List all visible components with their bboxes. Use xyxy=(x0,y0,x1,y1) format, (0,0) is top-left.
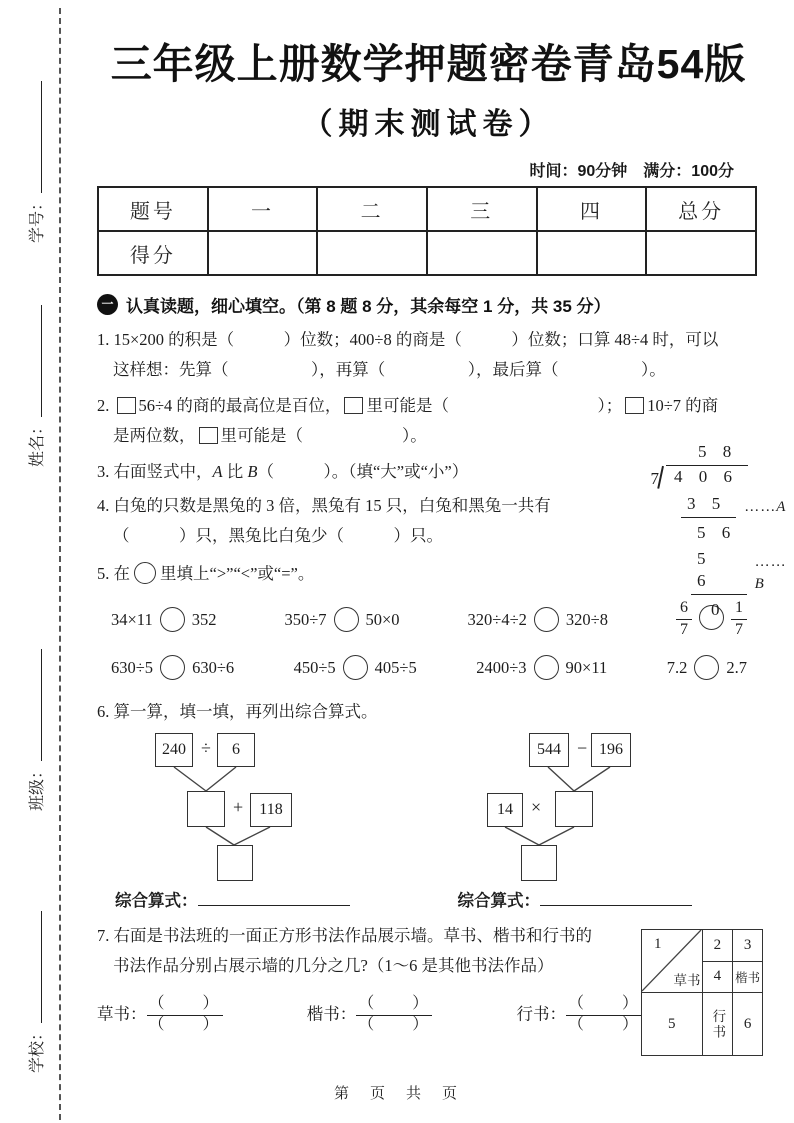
score-label-cell: 得分 xyxy=(98,231,208,275)
compare-circle-icon xyxy=(160,607,185,632)
compare-right: 405÷5 xyxy=(374,657,417,677)
page-subtitle: （期末测试卷） xyxy=(302,108,555,141)
flowchart-value-box: 118 xyxy=(250,793,292,827)
compare-item xyxy=(111,655,234,680)
section-number-badge: 一 xyxy=(97,294,118,315)
compare-right: 50×0 xyxy=(365,609,400,629)
division-step-row xyxy=(645,522,794,544)
question-7-line-1: 7. 右面是书法班的一面正方形书法作品展示墙。草书、楷书和行书的 xyxy=(97,926,592,945)
score-table-header-row xyxy=(98,187,756,231)
flowcharts xyxy=(97,733,760,883)
page-footer: 第 页 共 页 xyxy=(333,1085,460,1102)
fraction-numerator-blank: （ ） xyxy=(147,995,223,1016)
expression-blank-left xyxy=(115,887,350,911)
flowchart-value-box: 6 xyxy=(217,733,255,767)
division-label-a xyxy=(744,496,786,518)
school-field xyxy=(24,897,46,1073)
flowchart-result-box xyxy=(217,845,253,881)
question-4-line-1: 4. 白兔的只数是黑兔的 3 倍，黑兔有 15 只，白兔和黑兔一共有 xyxy=(97,496,551,515)
compare-left: 350÷7 xyxy=(284,609,327,629)
compare-left: 630÷5 xyxy=(111,657,154,677)
question-1-line-2: 这样想：先算（ ），再算（ ），最后算（ ）。 xyxy=(113,360,666,379)
fraction-denominator: 7 xyxy=(679,620,688,638)
score-empty-cell xyxy=(646,231,756,275)
compare-left: 2400÷3 xyxy=(476,657,527,677)
student-id-field xyxy=(24,67,46,243)
compare-item xyxy=(111,607,216,632)
question-3-text: （ ）。（填“大”或“小”） xyxy=(257,462,469,481)
fraction-blank xyxy=(356,995,432,1037)
answer-label: 行书： xyxy=(516,1004,566,1024)
class-blank xyxy=(28,649,42,761)
xingshu-text: 行书 xyxy=(710,1008,726,1040)
expression-blank-right xyxy=(458,887,693,911)
answer-label: 草书： xyxy=(97,1004,147,1024)
answer-caoshu xyxy=(97,995,223,1037)
question-2-text: 56÷4 的商的最高位是百位， xyxy=(138,396,342,415)
question-6 xyxy=(97,697,760,911)
wall-middle-column xyxy=(703,930,733,1055)
flowchart-right xyxy=(487,733,637,883)
division-dividend: 4 0 6 xyxy=(666,465,748,489)
student-id-label: 学号： xyxy=(29,194,46,243)
compare-circle-icon xyxy=(534,655,559,680)
wall-number-5: 5 xyxy=(668,1015,676,1032)
wall-left-half xyxy=(642,930,703,1055)
label-b-letter: B xyxy=(754,576,765,592)
compare-right: 630÷6 xyxy=(192,657,235,677)
expression-row xyxy=(97,883,760,911)
expression-line xyxy=(540,892,692,906)
compare-item xyxy=(284,607,399,632)
division-step-row xyxy=(645,493,794,518)
seal-dashed-line xyxy=(59,8,61,1120)
wall-number-3: 3 xyxy=(733,930,762,962)
dots: …… xyxy=(754,554,787,570)
question-3 xyxy=(97,457,657,487)
question-3-line xyxy=(97,457,657,487)
question-2-text: 里可能是（ ）； xyxy=(366,396,623,415)
blank-box-icon xyxy=(199,427,218,444)
compare-item xyxy=(476,655,607,680)
wall-number-4: 4 xyxy=(703,962,733,994)
question-1-line-1: 1. 15×200 的积是（ ）位数；400÷8 的商是（ ）位数；口算 48÷4 时，可以 xyxy=(97,330,719,349)
score-empty-cell xyxy=(537,231,647,275)
wall-label-xingshu xyxy=(703,993,733,1055)
question-1 xyxy=(97,325,760,385)
division-label-b xyxy=(755,551,794,595)
flowchart-value-box: 196 xyxy=(591,733,631,767)
division-remainder-1: 5 6 xyxy=(697,523,737,542)
compare-item xyxy=(468,607,608,632)
section-title: 认真读题，细心填空。（第 8 题 8 分，其余每空 1 分，共 35 分） xyxy=(126,297,611,316)
name-label: 姓名： xyxy=(29,418,46,467)
score-table-header-cell: 三 xyxy=(427,187,537,231)
compare-circle-icon xyxy=(334,607,359,632)
compare-right: 2.7 xyxy=(726,657,747,677)
question-7-line-2: 书法作品分别占展示墙的几分之几?（1～6 是其他书法作品） xyxy=(113,956,554,975)
school-blank xyxy=(28,911,42,1023)
blank-box-icon xyxy=(625,397,644,414)
division-subtract-1: 3 5 xyxy=(681,493,736,518)
compare-circle-icon xyxy=(534,607,559,632)
division-subtract-2: 5 6 xyxy=(691,548,747,595)
question-3-text: 比 xyxy=(222,462,248,481)
compare-circle-icon xyxy=(694,655,719,680)
score-table-header-cell: 一 xyxy=(208,187,318,231)
fraction-blank xyxy=(147,995,223,1037)
question-2-line-1 xyxy=(97,391,760,421)
question-2-number: 2. xyxy=(97,396,110,415)
blank-box-icon xyxy=(117,397,136,414)
fraction-denominator-blank: （ ） xyxy=(148,1016,221,1034)
fraction-numerator: 1 xyxy=(731,599,747,619)
operator: + xyxy=(233,797,244,817)
question-4 xyxy=(97,491,657,551)
fraction-denominator: 7 xyxy=(734,620,743,638)
question-6-intro: 6. 算一算，填一填，再列出综合算式。 xyxy=(97,702,378,721)
compare-item xyxy=(294,655,417,680)
fraction-numerator-blank: （ ） xyxy=(356,995,432,1016)
answer-label: 楷书： xyxy=(306,1004,357,1024)
student-id-blank xyxy=(28,81,42,193)
question-2-text: 里可能是（ ）。 xyxy=(220,426,427,445)
operator: ÷ xyxy=(201,738,211,758)
compare-circle-icon xyxy=(134,562,156,584)
name-field xyxy=(24,291,46,467)
time-score-info: 时间：90分钟 满分：100分 xyxy=(529,163,734,180)
expression-label: 综合算式： xyxy=(115,891,198,910)
fraction-denominator-blank: （ ） xyxy=(358,1016,431,1034)
wall-label-kaishu: 楷书 xyxy=(733,962,762,994)
compare-left: 34×11 xyxy=(111,609,153,629)
wall-number-1: 1 xyxy=(654,936,662,952)
variable-a: A xyxy=(212,462,223,481)
question-3-text: 3. 右面竖式中， xyxy=(97,462,213,481)
answer-xingshu xyxy=(516,995,642,1037)
question-4-line-2: （ ）只，黑兔比白兔少（ ）只。 xyxy=(113,526,443,545)
compare-left: 450÷5 xyxy=(293,657,336,677)
answer-kaishu xyxy=(307,995,433,1037)
division-divisor: 7 xyxy=(650,469,659,488)
compare-circle-icon xyxy=(160,655,185,680)
score-table-header-cell: 二 xyxy=(317,187,427,231)
compare-item xyxy=(667,655,747,680)
score-table-header-cell: 题号 xyxy=(98,187,208,231)
section-one-header xyxy=(97,292,760,317)
wall-label-caoshu: 草书 xyxy=(673,973,701,988)
flowchart-value-box: 14 xyxy=(487,793,523,827)
page-title: 三年级上册数学押题密卷青岛54版 xyxy=(110,41,747,87)
wall-cell-caoshu xyxy=(642,930,702,993)
wall-number-2: 2 xyxy=(703,930,733,962)
compare-left: 7.2 xyxy=(666,657,688,677)
question-5-text: 里填上“>”“<”或“=”。 xyxy=(160,564,315,583)
fraction-numerator-blank: （ ） xyxy=(566,995,642,1016)
school-label: 学校： xyxy=(29,1024,46,1073)
calligraphy-wall-figure xyxy=(641,929,763,1056)
question-2-text: 是两位数， xyxy=(113,426,196,445)
expression-label: 综合算式： xyxy=(457,891,540,910)
question-5-row-2 xyxy=(97,651,747,683)
flowchart-left xyxy=(155,733,305,883)
score-table-header-cell: 四 xyxy=(537,187,647,231)
flowchart-empty-box xyxy=(555,791,593,827)
flowchart-empty-box xyxy=(187,791,225,827)
score-table xyxy=(97,186,757,276)
class-field xyxy=(24,635,46,811)
division-step-row xyxy=(645,548,794,595)
flowchart-result-box xyxy=(521,845,557,881)
operator: × xyxy=(531,797,542,817)
fraction-numerator: 6 xyxy=(676,599,692,619)
flowchart-value-box: 240 xyxy=(155,733,193,767)
score-empty-cell xyxy=(427,231,537,275)
question-7-answers xyxy=(97,995,642,1037)
compare-right: 320÷8 xyxy=(565,609,608,629)
blank-box-icon xyxy=(344,397,363,414)
division-main-line xyxy=(645,465,794,489)
compare-left: 320÷4÷2 xyxy=(467,609,527,629)
label-a-letter: A xyxy=(776,499,787,515)
flowchart-value-box: 544 xyxy=(529,733,569,767)
division-step-row xyxy=(645,599,794,621)
score-table-score-row xyxy=(98,231,756,275)
question-2-text: 10÷7 的商 xyxy=(647,396,719,415)
long-division-figure xyxy=(645,441,794,621)
variable-b: B xyxy=(247,462,258,481)
score-table-header-cell: 总分 xyxy=(646,187,756,231)
question-7 xyxy=(97,921,652,1037)
fraction-denominator-blank: （ ） xyxy=(567,1016,640,1034)
compare-circle-icon xyxy=(343,655,368,680)
compare-right: 90×11 xyxy=(565,657,608,677)
score-empty-cell xyxy=(317,231,427,275)
operator: − xyxy=(577,738,588,758)
dots: …… xyxy=(744,499,777,515)
score-empty-cell xyxy=(208,231,318,275)
division-final-remainder: 0 xyxy=(711,600,720,619)
division-quotient: 5 8 xyxy=(698,442,738,461)
wall-number-6: 6 xyxy=(743,1015,752,1032)
class-label: 班级： xyxy=(29,762,46,811)
expression-line xyxy=(198,892,350,906)
wall-right-column xyxy=(732,930,762,1055)
compare-right: 352 xyxy=(191,609,217,629)
name-blank xyxy=(28,305,42,417)
question-5-text: 5. 在 xyxy=(97,564,130,583)
fraction-blank xyxy=(566,995,642,1037)
